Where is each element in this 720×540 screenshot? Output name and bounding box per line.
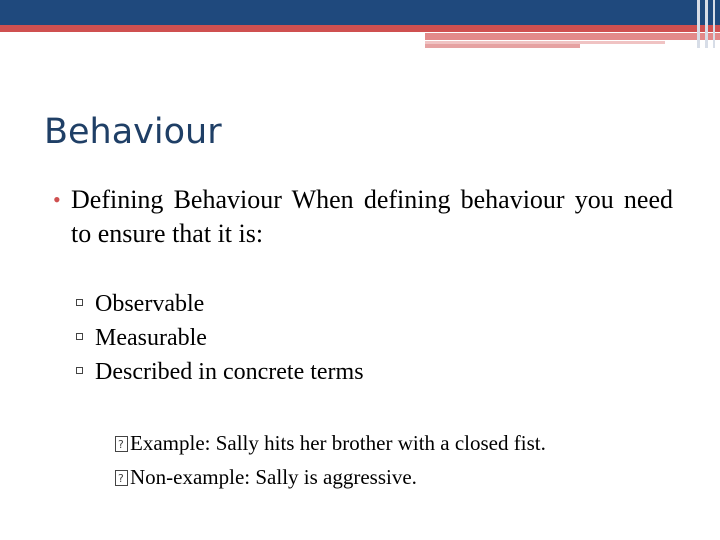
example-text: Example: Sally hits her brother with a closed fist. [130, 431, 546, 455]
header-decor-stripe [705, 0, 708, 48]
criteria-label: Measurable [95, 325, 207, 351]
bullet-icon: • [53, 187, 61, 212]
missing-glyph-icon [115, 436, 128, 452]
criteria-label: Observable [95, 291, 205, 317]
criteria-label: Described in concrete terms [95, 359, 364, 385]
list-item [76, 321, 496, 355]
list-item [76, 355, 496, 389]
header-decor-stripe [697, 0, 700, 48]
square-bullet-icon [76, 333, 83, 340]
square-bullet-icon [76, 367, 83, 374]
header-bar [0, 0, 720, 25]
header-decor-band [425, 33, 720, 40]
criteria-list [76, 287, 496, 389]
list-item [115, 460, 675, 494]
main-bullet-text: Defining Behaviour When defining behaviour you need to ensure that it is: [71, 185, 673, 248]
header-decor-band [425, 44, 580, 48]
list-item [115, 426, 675, 460]
square-bullet-icon [76, 299, 83, 306]
main-bullet-point [53, 183, 673, 251]
list-item [76, 287, 496, 321]
header-decor-stripe [713, 0, 715, 48]
example-text: Non-example: Sally is aggressive. [130, 465, 417, 489]
header-accent-line [0, 25, 720, 32]
slide-title: Behaviour [44, 112, 222, 152]
missing-glyph-icon [115, 470, 128, 486]
examples-list [115, 426, 675, 494]
